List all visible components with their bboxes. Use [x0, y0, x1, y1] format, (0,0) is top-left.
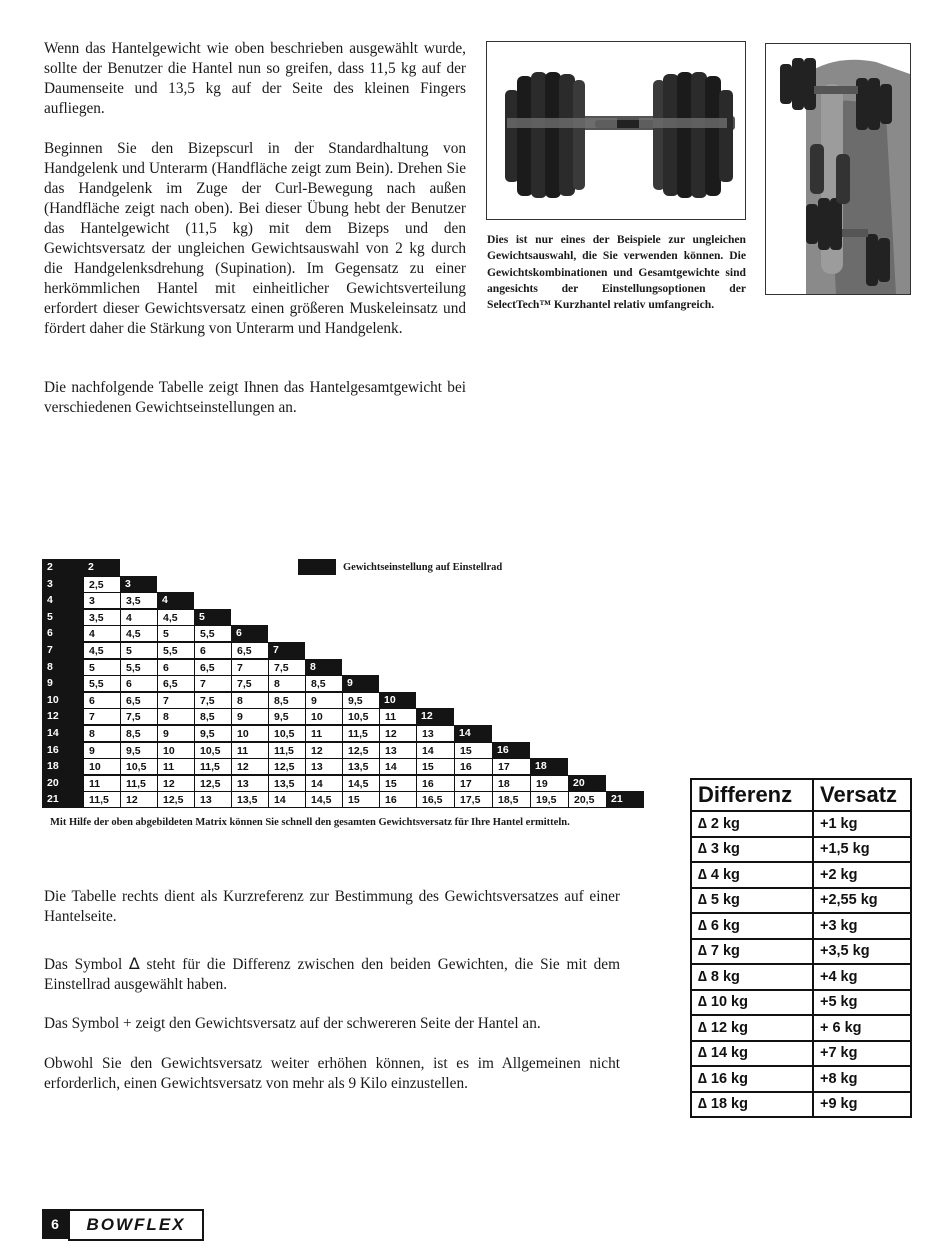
- matrix-total-cell: 4,5: [83, 642, 121, 659]
- matrix-total-cell: 6,5: [194, 659, 232, 676]
- matrix-row-header: 4: [42, 592, 83, 609]
- matrix-row-header: 16: [42, 742, 83, 759]
- matrix-note: Mit Hilfe der oben abgebildeten Matrix können Sie schnell den gesamten Gewichtsversatz für Ihre Hantel ermitteln.: [50, 817, 570, 828]
- matrix-total-cell: 12: [231, 758, 269, 775]
- reference-row: [691, 964, 911, 990]
- matrix-total-cell: 11: [157, 758, 195, 775]
- matrix-row-header: 7: [42, 642, 83, 659]
- matrix-total-cell: 5,5: [157, 642, 195, 659]
- delta-symbol-paragraph: [44, 954, 620, 995]
- matrix-total-cell: 17,5: [454, 791, 493, 808]
- matrix-total-cell: 15: [379, 775, 417, 792]
- difference-cell: ∆ 5 kg: [691, 888, 813, 914]
- reference-row: [691, 862, 911, 888]
- matrix-total-cell: 11,5: [194, 758, 232, 775]
- matrix-dial-setting-cell: 20: [568, 775, 606, 792]
- matrix-total-cell: 14,5: [342, 775, 380, 792]
- matrix-row-header: 14: [42, 725, 83, 742]
- matrix-total-cell: 9,5: [120, 742, 158, 759]
- matrix-total-cell: 8: [268, 675, 306, 692]
- matrix-total-cell: 6: [120, 675, 158, 692]
- matrix-row-header: 12: [42, 708, 83, 725]
- matrix-dial-setting-cell: 8: [305, 659, 342, 676]
- bicep-curl-photo: [765, 43, 911, 295]
- plus-symbol-paragraph: Das Symbol + zeigt den Gewichtsversatz auf der schwereren Seite der Hantel an.: [44, 1015, 541, 1032]
- matrix-row-header: 3: [42, 576, 83, 593]
- reference-header-row: [691, 779, 911, 811]
- offset-cell: +8 kg: [813, 1066, 911, 1092]
- matrix-row-header: 20: [42, 775, 83, 792]
- legend-label: Gewichtseinstellung auf Einstellrad: [343, 562, 503, 573]
- reference-row: [691, 990, 911, 1016]
- matrix-total-cell: 12,5: [268, 758, 306, 775]
- matrix-dial-setting-cell: 21: [606, 791, 644, 808]
- matrix-total-cell: 2,5: [83, 576, 121, 593]
- matrix-total-cell: 7: [231, 659, 269, 676]
- matrix-dial-setting-cell: 2: [83, 559, 120, 576]
- matrix-total-cell: 13: [416, 725, 455, 742]
- matrix-total-cell: 12,5: [342, 742, 380, 759]
- matrix-total-cell: 11: [231, 742, 269, 759]
- matrix-total-cell: 7,5: [194, 692, 232, 709]
- matrix-row-header: 21: [42, 791, 83, 808]
- matrix-total-cell: 13: [231, 775, 269, 792]
- reference-row: [691, 1041, 911, 1067]
- matrix-dial-setting-cell: 3: [120, 576, 157, 593]
- matrix-total-cell: 9: [157, 725, 195, 742]
- max-offset-paragraph: Obwohl Sie den Gewichtsversatz weiter erhöhen können, ist es im Allgemeinen nicht erforderlich, einen Gewichtsversatz von mehr als 9 Kilo einzustellen.: [44, 1055, 620, 1092]
- reference-intro-paragraph: Die Tabelle rechts dient als Kurzreferenz zur Bestimmung des Gewichtsversatzes auf einer Hantelseite.: [44, 888, 620, 925]
- matrix-total-cell: 8,5: [194, 708, 232, 725]
- difference-header: Differenz: [691, 779, 813, 811]
- offset-cell: +1 kg: [813, 811, 911, 837]
- offset-reference-table: [690, 778, 912, 1118]
- matrix-total-cell: 5: [157, 625, 195, 642]
- person-curl-illustration: [766, 44, 910, 294]
- matrix-row-header: 8: [42, 659, 83, 676]
- matrix-total-cell: 10,5: [120, 758, 158, 775]
- difference-cell: ∆ 10 kg: [691, 990, 813, 1016]
- offset-cell: +2 kg: [813, 862, 911, 888]
- offset-cell: +1,5 kg: [813, 837, 911, 863]
- difference-cell: ∆ 4 kg: [691, 862, 813, 888]
- matrix-total-cell: 12: [157, 775, 195, 792]
- matrix-total-cell: 6: [157, 659, 195, 676]
- matrix-total-cell: 5: [83, 659, 121, 676]
- matrix-total-cell: 6: [194, 642, 232, 659]
- matrix-total-cell: 16: [416, 775, 455, 792]
- matrix-row-header: 6: [42, 625, 83, 642]
- reference-row: [691, 1015, 911, 1041]
- offset-cell: +3,5 kg: [813, 939, 911, 965]
- intro-paragraph-curl: Beginnen Sie den Bizepscurl in der Standardhaltung von Handgelenk und Unterarm (Handfläche zeigt zum Bein). Drehen Sie das Handgelenk im Zuge der Curl-Bewegung nach außen (Handfläche zeigt nach oben). Bei dieser Übung hebt der Benutzer das Hantelgewicht (11,5 kg) mit dem Bizeps und den Gewichtsversatz der ungleichen Gewichtsauswahl von 2 kg durch die Handgelenksdrehung (Supination). Im Gegensatz zu einer herkömmlichen Hantel mit einheitlicher Gewichtsverteilung erfordert dieser Gewichtsversatz einen größeren Muskeleinsatz und fördert daher die Stärkung von Unterarm und Handgelenk.: [44, 140, 466, 337]
- matrix-dial-setting-cell: 16: [492, 742, 530, 759]
- matrix-total-cell: 7: [194, 675, 232, 692]
- offset-cell: +5 kg: [813, 990, 911, 1016]
- offset-cell: +3 kg: [813, 913, 911, 939]
- matrix-total-cell: 18: [492, 775, 531, 792]
- page-number: 6: [42, 1209, 68, 1239]
- reference-row: [691, 913, 911, 939]
- intro-paragraph-table-intro: Die nachfolgende Tabelle zeigt Ihnen das Hantelgesamtgewicht bei verschiedenen Gewichtseinstellungen an.: [44, 379, 466, 416]
- matrix-total-cell: 3: [83, 592, 121, 609]
- matrix-total-cell: 6,5: [231, 642, 269, 659]
- difference-cell: ∆ 3 kg: [691, 837, 813, 863]
- matrix-total-cell: 11,5: [342, 725, 380, 742]
- difference-cell: ∆ 8 kg: [691, 964, 813, 990]
- matrix-total-cell: 8,5: [268, 692, 306, 709]
- dumbbell-photo: [486, 41, 746, 220]
- reference-row: [691, 939, 911, 965]
- matrix-row-header: 10: [42, 692, 83, 709]
- legend-swatch: [298, 559, 336, 575]
- matrix-total-cell: 10: [305, 708, 343, 725]
- matrix-total-cell: 3,5: [120, 592, 158, 609]
- offset-cell: +2,55 kg: [813, 888, 911, 914]
- matrix-total-cell: 10,5: [342, 708, 380, 725]
- matrix-total-cell: 8: [157, 708, 195, 725]
- matrix-total-cell: 8: [231, 692, 269, 709]
- delta-symbol: ∆: [129, 954, 140, 973]
- matrix-total-cell: 13,5: [342, 758, 380, 775]
- matrix-total-cell: 12: [305, 742, 343, 759]
- matrix-total-cell: 6: [83, 692, 121, 709]
- difference-cell: ∆ 12 kg: [691, 1015, 813, 1041]
- matrix-total-cell: 9: [231, 708, 269, 725]
- photo-caption: Dies ist nur eines der Beispiele zur ungleichen Gewichtsauswahl, die Sie verwenden können. Die Gewichtskombinationen und Gesamtgewichte sind angesichts der Einstellungsoptionen der SelectTech™ Kurzhantel relativ umfangreich.: [487, 233, 746, 312]
- matrix-total-cell: 10: [157, 742, 195, 759]
- bowflex-logo: BOWFLEX: [68, 1209, 204, 1241]
- matrix-dial-setting-cell: 14: [454, 725, 492, 742]
- matrix-total-cell: 7,5: [268, 659, 306, 676]
- matrix-total-cell: 7,5: [120, 708, 158, 725]
- reference-row: [691, 1066, 911, 1092]
- matrix-total-cell: 9: [305, 692, 343, 709]
- offset-cell: +7 kg: [813, 1041, 911, 1067]
- matrix-total-cell: 20,5: [568, 791, 607, 808]
- matrix-total-cell: 13,5: [231, 791, 269, 808]
- matrix-total-cell: 11,5: [83, 791, 121, 808]
- reference-row: [691, 1092, 911, 1118]
- matrix-row-header: 18: [42, 758, 83, 775]
- matrix-total-cell: 12,5: [157, 791, 195, 808]
- matrix-row-header: 2: [42, 559, 83, 576]
- matrix-dial-setting-cell: 9: [342, 675, 379, 692]
- matrix-total-cell: 11,5: [120, 775, 158, 792]
- matrix-total-cell: 8,5: [305, 675, 343, 692]
- matrix-total-cell: 13,5: [268, 775, 306, 792]
- matrix-row-header: 9: [42, 675, 83, 692]
- matrix-dial-setting-cell: 18: [530, 758, 568, 775]
- reference-row: [691, 837, 911, 863]
- difference-cell: ∆ 6 kg: [691, 913, 813, 939]
- intro-paragraph-grip: Wenn das Hantelgewicht wie oben beschrieben ausgewählt wurde, sollte der Benutzer die Hantel nun so greifen, dass 11,5 kg auf der Daumenseite und 13,5 kg auf der Seite des kleinen Fingers aufliegen.: [44, 40, 466, 117]
- matrix-total-cell: 16: [454, 758, 493, 775]
- matrix-total-cell: 9,5: [194, 725, 232, 742]
- difference-cell: ∆ 18 kg: [691, 1092, 813, 1118]
- matrix-total-cell: 7: [157, 692, 195, 709]
- matrix-dial-setting-cell: 5: [194, 609, 231, 626]
- matrix-total-cell: 14: [268, 791, 306, 808]
- offset-cell: +4 kg: [813, 964, 911, 990]
- matrix-total-cell: 12: [379, 725, 417, 742]
- matrix-total-cell: 13: [379, 742, 417, 759]
- matrix-total-cell: 8,5: [120, 725, 158, 742]
- matrix-total-cell: 14,5: [305, 791, 343, 808]
- delta-text-before: Das Symbol: [44, 956, 130, 973]
- matrix-total-cell: 7: [83, 708, 121, 725]
- matrix-dial-setting-cell: 6: [231, 625, 268, 642]
- difference-cell: ∆ 14 kg: [691, 1041, 813, 1067]
- matrix-total-cell: 5,5: [83, 675, 121, 692]
- matrix-total-cell: 19,5: [530, 791, 569, 808]
- matrix-total-cell: 13: [194, 791, 232, 808]
- matrix-total-cell: 19: [530, 775, 569, 792]
- matrix-total-cell: 18,5: [492, 791, 531, 808]
- matrix-total-cell: 15: [416, 758, 455, 775]
- matrix-total-cell: 3,5: [83, 609, 121, 626]
- reference-row: [691, 811, 911, 837]
- difference-cell: ∆ 7 kg: [691, 939, 813, 965]
- offset-cell: + 6 kg: [813, 1015, 911, 1041]
- offset-cell: +9 kg: [813, 1092, 911, 1118]
- matrix-total-cell: 7,5: [231, 675, 269, 692]
- matrix-total-cell: 16: [379, 791, 417, 808]
- matrix-total-cell: 11: [305, 725, 343, 742]
- matrix-total-cell: 14: [379, 758, 417, 775]
- matrix-total-cell: 16,5: [416, 791, 455, 808]
- matrix-total-cell: 9,5: [342, 692, 380, 709]
- offset-header: Versatz: [813, 779, 911, 811]
- matrix-total-cell: 14: [416, 742, 455, 759]
- matrix-total-cell: 4,5: [120, 625, 158, 642]
- matrix-total-cell: 5: [120, 642, 158, 659]
- matrix-total-cell: 14: [305, 775, 343, 792]
- matrix-total-cell: 17: [492, 758, 531, 775]
- matrix-total-cell: 10: [231, 725, 269, 742]
- matrix-total-cell: 12: [120, 791, 158, 808]
- matrix-total-cell: 5,5: [120, 659, 158, 676]
- matrix-total-cell: 10: [83, 758, 121, 775]
- matrix-total-cell: 12,5: [194, 775, 232, 792]
- difference-cell: ∆ 16 kg: [691, 1066, 813, 1092]
- matrix-dial-setting-cell: 12: [416, 708, 454, 725]
- matrix-total-cell: 15: [454, 742, 493, 759]
- matrix-dial-setting-cell: 10: [379, 692, 416, 709]
- matrix-total-cell: 10,5: [194, 742, 232, 759]
- matrix-total-cell: 9: [83, 742, 121, 759]
- matrix-total-cell: 10,5: [268, 725, 306, 742]
- matrix-total-cell: 13: [305, 758, 343, 775]
- matrix-total-cell: 15: [342, 791, 380, 808]
- dumbbell-illustration: [487, 42, 745, 219]
- matrix-dial-setting-cell: 7: [268, 642, 305, 659]
- matrix-total-cell: 11,5: [268, 742, 306, 759]
- matrix-row-header: 5: [42, 609, 83, 626]
- matrix-total-cell: 17: [454, 775, 493, 792]
- matrix-total-cell: 8: [83, 725, 121, 742]
- reference-row: [691, 888, 911, 914]
- matrix-total-cell: 6,5: [157, 675, 195, 692]
- matrix-total-cell: 4,5: [157, 609, 195, 626]
- matrix-total-cell: 11: [83, 775, 121, 792]
- reference-body: [691, 811, 911, 1117]
- matrix-total-cell: 4: [120, 609, 158, 626]
- matrix-total-cell: 4: [83, 625, 121, 642]
- delta-text-after: steht für die Differenz zwischen den beiden Gewichten, die Sie mit dem Einstellrad ausgewählt haben.: [44, 956, 620, 993]
- difference-cell: ∆ 2 kg: [691, 811, 813, 837]
- matrix-total-cell: 9,5: [268, 708, 306, 725]
- matrix-total-cell: 11: [379, 708, 417, 725]
- matrix-dial-setting-cell: 4: [157, 592, 194, 609]
- matrix-total-cell: 6,5: [120, 692, 158, 709]
- matrix-total-cell: 5,5: [194, 625, 232, 642]
